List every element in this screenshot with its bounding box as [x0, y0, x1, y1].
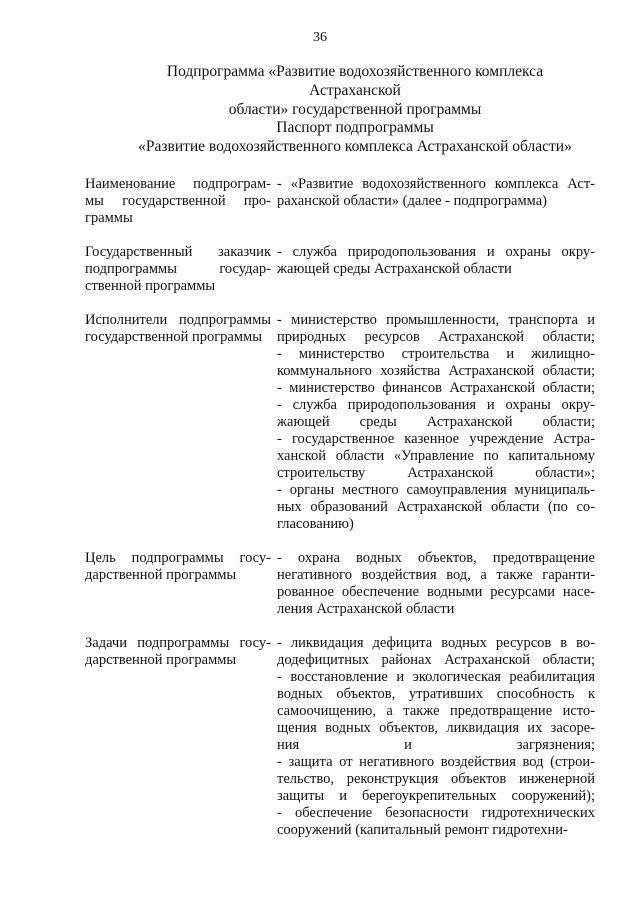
row-value-line: защиты и берегоукрепительных сооружений); — [277, 788, 595, 804]
row-label — [85, 312, 277, 533]
passport-title — [120, 118, 590, 156]
row-value — [277, 176, 595, 227]
row-value-line: ханской области «Управление по капитальному — [277, 448, 595, 464]
row-value-line: - защита от негативного воздействия вод (строи- — [277, 754, 595, 770]
row-label-line: Цель подпрограммы госу- — [85, 550, 271, 566]
row-label-line: граммы — [85, 210, 133, 226]
row-value-line: - восстановление и экологическая реабилитация — [277, 669, 595, 685]
heading-line-1: Подпрограмма «Развитие водохозяйственного комплекса Астраханской — [166, 63, 544, 99]
row-value-line: раханской области» (далее - подпрограмма) — [277, 193, 547, 209]
row-label-line: мы государственной про- — [85, 193, 271, 209]
passport-row — [85, 312, 595, 533]
row-value-line: - министерство промышленности, транспорта и — [277, 312, 595, 328]
passport-row — [85, 550, 595, 618]
row-label-line: дарственной программы — [85, 567, 237, 583]
row-value-line: ния и загрязнения; — [277, 737, 595, 753]
row-value-line: жающей среды Астраханской области — [277, 261, 512, 277]
row-value-line: - «Развитие водохозяйственного комплекса Аст- — [277, 176, 595, 192]
row-label — [85, 550, 277, 618]
row-value-line: жающей среды Астраханской области; — [277, 414, 595, 430]
passport-row — [85, 244, 595, 295]
row-value-line: - обеспечение безопасности гидротехнических — [277, 805, 595, 821]
row-label-line: дарственной программы — [85, 652, 237, 668]
row-value-line: додефицитных районах Астраханской области; — [277, 652, 595, 668]
row-value-line: щения водных объектов, ликвидация их засоре- — [277, 720, 595, 736]
row-label — [85, 635, 277, 839]
row-label-line: Исполнители подпрограммы — [85, 312, 271, 328]
row-value-line: природных ресурсов Астраханской области; — [277, 329, 595, 345]
row-value-line: тельство, реконструкция объектов инженерной — [277, 771, 595, 787]
row-value-line: негативного воздействия вод, а также гаранти- — [277, 567, 595, 583]
row-label-line: подпрограммы государ- — [85, 261, 271, 277]
passport-line-1: Паспорт подпрограммы — [276, 119, 434, 136]
row-value — [277, 550, 595, 618]
page-number: 36 — [313, 30, 327, 45]
row-value-line: - ликвидация дефицита водных ресурсов в во- — [277, 635, 595, 651]
row-label-line: Задачи подпрограммы госу- — [85, 635, 271, 651]
passport-table — [85, 176, 595, 856]
row-label — [85, 244, 277, 295]
row-label-line: Государственный заказчик — [85, 244, 271, 260]
passport-line-2: «Развитие водохозяйственного комплекса Астраханской области» — [138, 138, 572, 155]
heading-line-2: области» государственной программы — [228, 101, 482, 118]
row-value-line: коммунального хозяйства Астраханской области; — [277, 363, 595, 379]
row-value-line: гласованию) — [277, 516, 354, 532]
row-value-line: рованное обеспечение водными ресурсами насе- — [277, 584, 595, 600]
row-label-line: ственной программы — [85, 278, 216, 294]
row-value-line: водных объектов, утративших способность к — [277, 686, 595, 702]
row-value-line: - служба природопользования и охраны окру- — [277, 244, 595, 260]
row-label — [85, 176, 277, 227]
row-value-line: ления Астраханской области — [277, 601, 455, 617]
row-label-line: государственной программы — [85, 329, 262, 345]
row-value-line: - охрана водных объектов, предотвращение — [277, 550, 595, 566]
row-value — [277, 244, 595, 295]
row-value-line: - органы местного самоуправления муниципаль- — [277, 482, 595, 498]
row-value-line: - государственное казенное учреждение Астра- — [277, 431, 595, 447]
row-value-line: ных образований Астраханской области (по со- — [277, 499, 595, 515]
row-value — [277, 635, 595, 839]
row-value-line: - служба природопользования и охраны окру- — [277, 397, 595, 413]
row-value-line: строительству Астраханской области»; — [277, 465, 595, 481]
passport-row — [85, 176, 595, 227]
row-value-line: - министерство финансов Астраханской области; — [277, 380, 595, 396]
row-value-line: сооружений (капитальный ремонт гидротехни- — [277, 822, 568, 838]
row-value — [277, 312, 595, 533]
row-value-line: - министерство строительства и жилищно- — [277, 346, 595, 362]
subprogram-heading — [120, 62, 590, 119]
row-label-line: Наименование подпрограм- — [85, 176, 271, 192]
passport-row — [85, 635, 595, 839]
row-value-line: самоочищению, а также предотвращение исто- — [277, 703, 595, 719]
